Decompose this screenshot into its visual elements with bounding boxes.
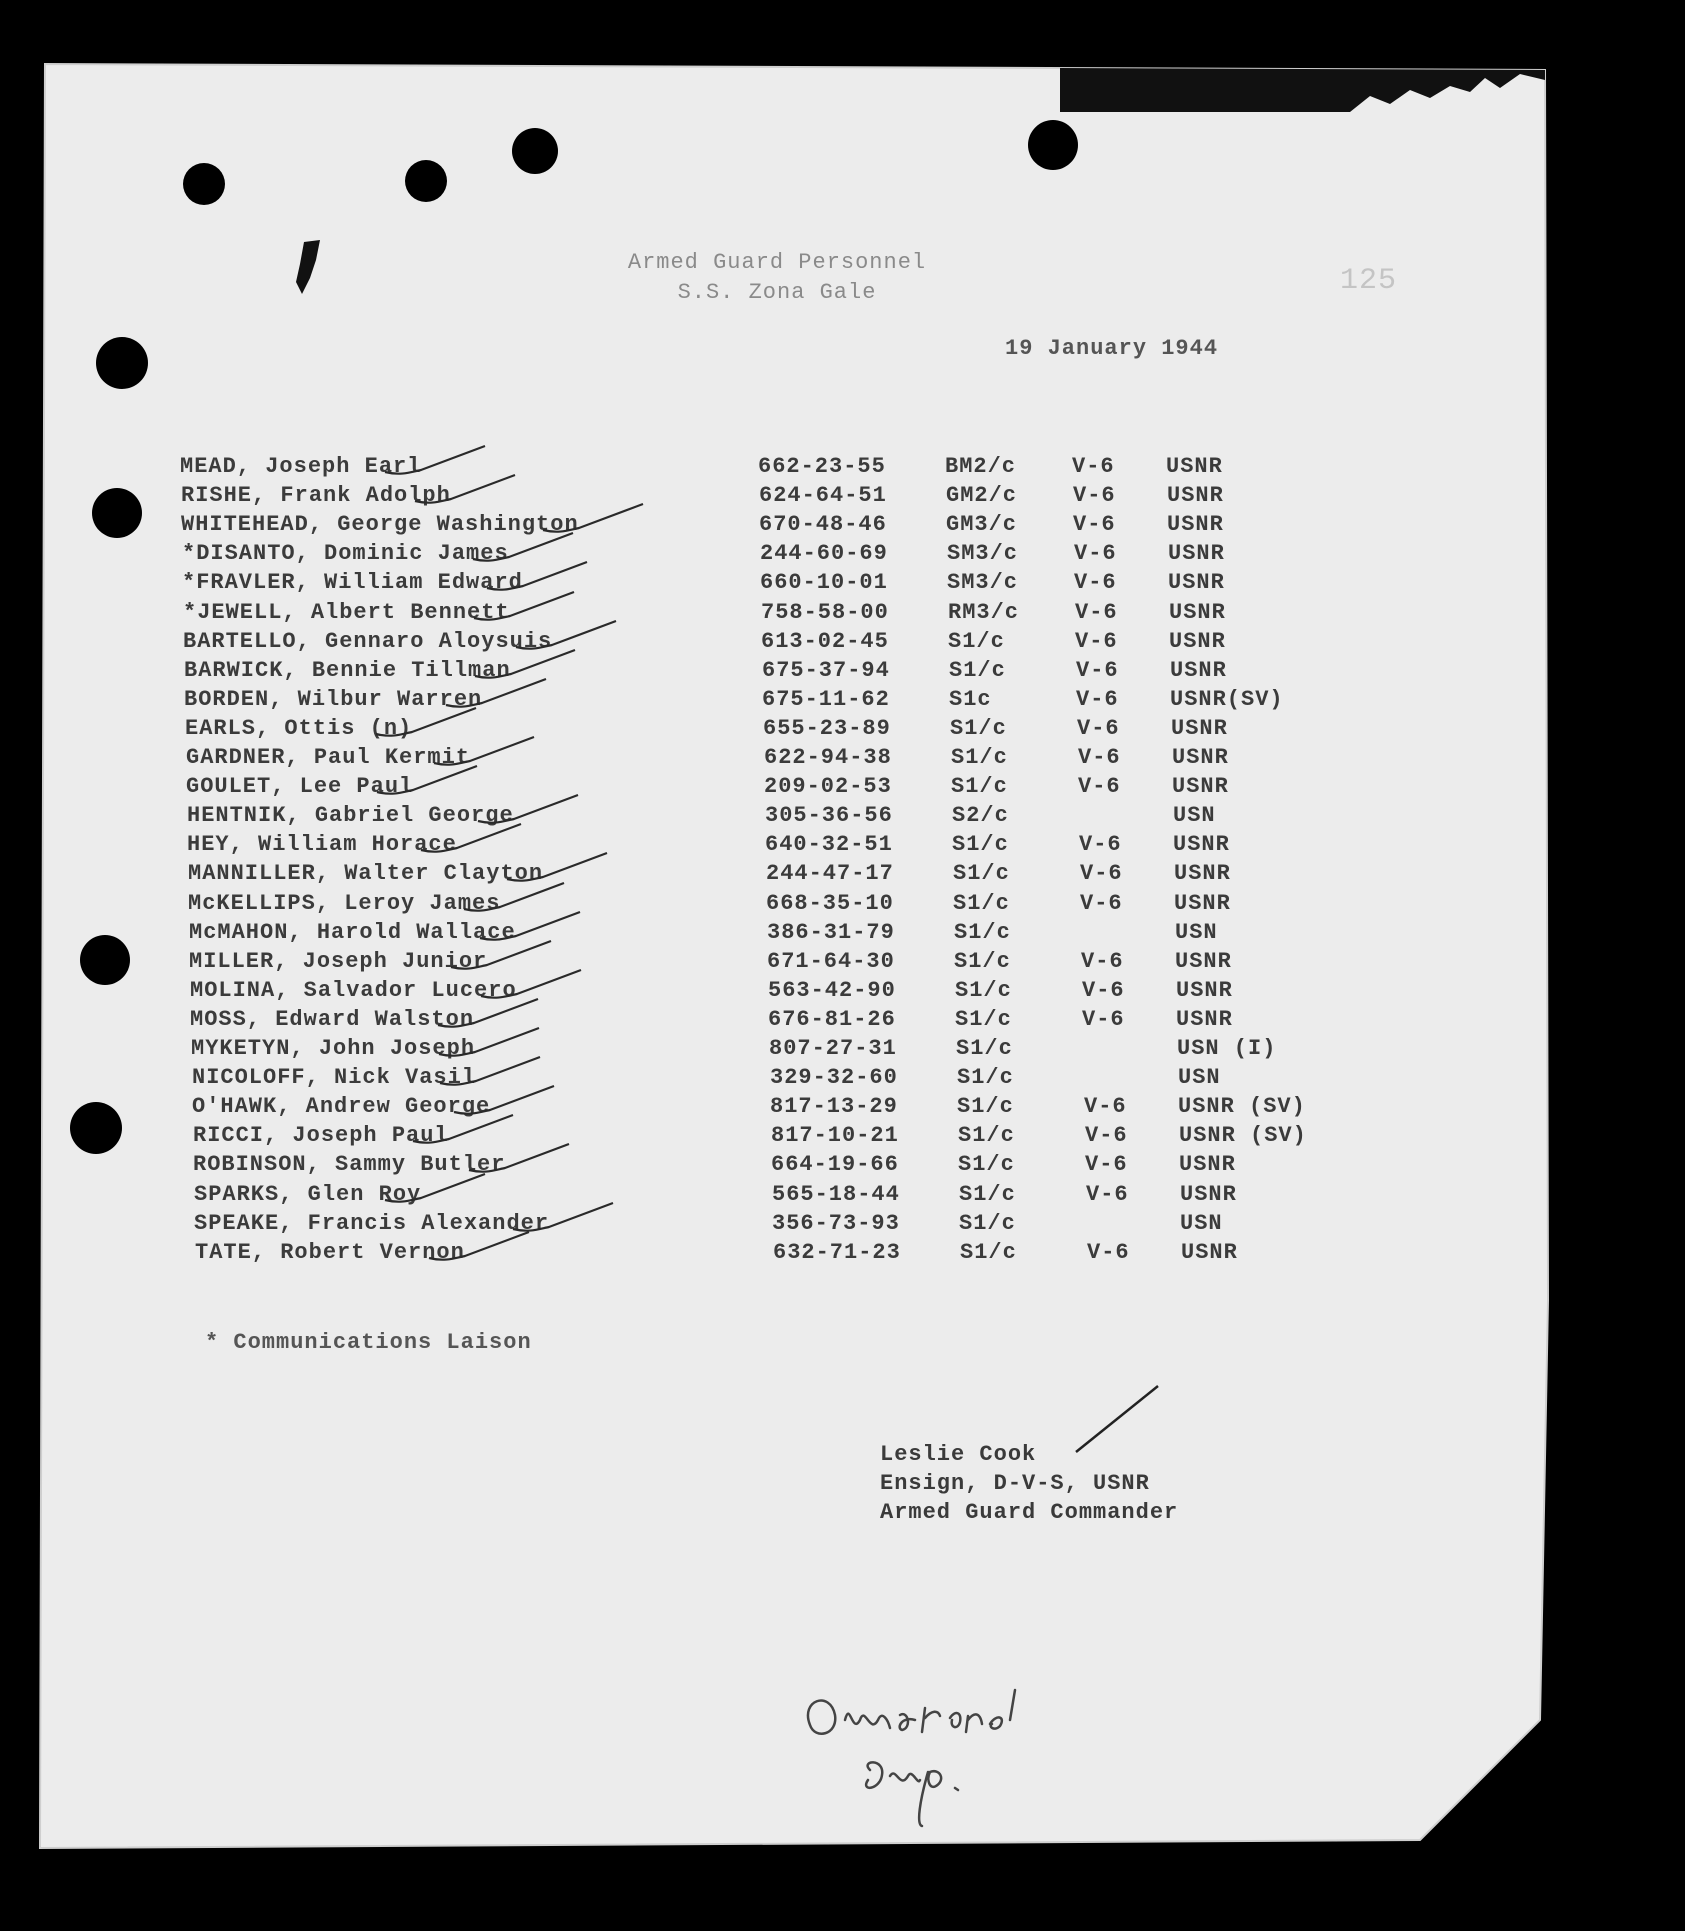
roster-service-number: 329-32-60 (770, 1065, 898, 1091)
roster-name: SPEAKE, Francis Alexander (194, 1210, 550, 1236)
roster-name: *DISANTO, Dominic James (182, 541, 509, 567)
roster-name: MYKETYN, John Joseph (191, 1036, 476, 1061)
signature-tick (1072, 1382, 1162, 1456)
roster-name: WHITEHEAD, George Washington (181, 512, 579, 538)
roster-service-number: 664-19-66 (771, 1152, 899, 1178)
roster-service-number: 668-35-10 (766, 890, 894, 916)
roster-branch: USNR (1170, 657, 1227, 683)
roster-service-number: 671-64-30 (767, 948, 895, 974)
signer-title: Armed Guard Commander (880, 1500, 1179, 1525)
roster-class: V-6 (1085, 1152, 1128, 1178)
punch-hole (96, 337, 148, 389)
roster-name: BARTELLO, Gennaro Aloysuis (183, 628, 553, 654)
roster-name: MOLINA, Salvador Lucero (190, 977, 517, 1003)
roster-branch: USNR (1180, 1181, 1237, 1207)
roster-name: GOULET, Lee Paul (186, 774, 414, 800)
roster-name: HENTNIK, Gabriel George (187, 803, 514, 829)
roster-name: TATE, Robert Vernon (195, 1239, 465, 1265)
pencil-check-mark (373, 762, 483, 802)
roster-branch: USNR (1181, 1239, 1238, 1265)
roster-branch: USN (I) (1177, 1036, 1277, 1061)
roster-class: V-6 (1073, 483, 1116, 509)
punch-hole (183, 163, 225, 205)
roster-branch: USNR (1168, 570, 1225, 596)
roster-class: V-6 (1078, 774, 1121, 800)
roster-rate: S1/c (951, 745, 1008, 770)
roster-name: O'HAWK, Andrew George (192, 1094, 491, 1120)
ink-blot (290, 238, 330, 298)
roster-name: NICOLOFF, Nick Vasil (192, 1065, 477, 1091)
roster-branch: USN (1175, 919, 1218, 945)
roster-class: V-6 (1072, 454, 1115, 479)
roster-class: V-6 (1080, 890, 1123, 916)
roster-branch: USNR (1172, 745, 1229, 770)
punch-hole (70, 1102, 122, 1154)
roster-class: V-6 (1076, 686, 1119, 712)
roster-rate: RM3/c (948, 599, 1020, 625)
roster-rate: S1/c (958, 1152, 1015, 1178)
roster-rate: S1/c (957, 1094, 1014, 1120)
roster-branch: USNR (1169, 628, 1226, 654)
punch-hole (80, 935, 130, 985)
roster-class: V-6 (1080, 861, 1123, 887)
roster-class: V-6 (1078, 745, 1121, 770)
handwritten-inspector-note (790, 1680, 1110, 1830)
roster-name: *FRAVLER, William Edward (182, 570, 523, 596)
roster-name: MANNILLER, Walter Clayton (188, 861, 544, 887)
roster-branch: USNR (1175, 948, 1232, 974)
roster-service-number: 305-36-56 (765, 803, 893, 829)
roster-rate: GM3/c (946, 512, 1018, 538)
roster-name: GARDNER, Paul Kermit (186, 745, 471, 770)
roster-rate: S1/c (959, 1181, 1016, 1207)
punch-hole (512, 128, 558, 174)
roster-rate: S1/c (955, 1006, 1012, 1032)
document-subtitle: S.S. Zona Gale (677, 280, 877, 305)
roster-rate: S1/c (953, 890, 1010, 916)
roster-service-number: 655-23-89 (763, 715, 891, 741)
roster-service-number: 622-94-38 (764, 745, 892, 770)
roster-service-number: 244-47-17 (766, 861, 894, 887)
roster-service-number: 613-02-45 (761, 628, 889, 654)
roster-service-number: 356-73-93 (772, 1210, 900, 1236)
roster-service-number: 660-10-01 (760, 570, 888, 596)
roster-name: MEAD, Joseph Earl (180, 454, 422, 479)
roster-class: V-6 (1082, 977, 1125, 1003)
document-title: Armed Guard Personnel (627, 250, 927, 275)
roster-name: McMAHON, Harold Wallace (189, 919, 516, 945)
roster-branch: USNR (1168, 541, 1225, 567)
roster-rate: S1/c (949, 657, 1006, 683)
document-date: 19 January 1944 (1005, 336, 1219, 361)
punch-hole (92, 488, 142, 538)
roster-rate: S1/c (951, 774, 1008, 800)
roster-rate: S1/c (953, 861, 1010, 887)
roster-branch: USN (1180, 1210, 1223, 1236)
roster-service-number: 675-11-62 (762, 686, 890, 712)
roster-service-number: 670-48-46 (759, 512, 887, 538)
roster-rate: S1/c (955, 977, 1012, 1003)
roster-class: V-6 (1079, 832, 1122, 858)
punch-hole (405, 160, 447, 202)
roster-branch: USNR (1167, 483, 1224, 509)
roster-name: MOSS, Edward Walston (190, 1006, 475, 1032)
roster-class: V-6 (1076, 657, 1119, 683)
roster-rate: S2/c (952, 803, 1009, 829)
pencil-check-mark (425, 1228, 535, 1268)
roster-class: V-6 (1075, 599, 1118, 625)
punch-hole (1028, 120, 1078, 170)
roster-class: V-6 (1073, 512, 1116, 538)
roster-class: V-6 (1085, 1123, 1128, 1149)
roster-name: BARWICK, Bennie Tillman (184, 657, 511, 683)
roster-branch: USNR (1176, 977, 1233, 1003)
roster-class: V-6 (1086, 1181, 1129, 1207)
roster-service-number: 662-23-55 (758, 454, 886, 479)
roster-service-number: 676-81-26 (768, 1006, 896, 1032)
roster-name: McKELLIPS, Leroy James (188, 890, 501, 916)
roster-service-number: 807-27-31 (769, 1036, 897, 1061)
roster-branch: USN (1173, 803, 1216, 829)
roster-name: RISHE, Frank Adolph (181, 483, 451, 509)
roster-rate: S1/c (956, 1036, 1013, 1061)
roster-service-number: 244-60-69 (760, 541, 888, 567)
roster-name: *JEWELL, Albert Bennett (183, 599, 510, 625)
roster-branch: USNR (SV) (1179, 1123, 1307, 1149)
roster-rate: S1/c (952, 832, 1009, 858)
roster-class: V-6 (1074, 541, 1117, 567)
roster-branch: USNR (1174, 890, 1231, 916)
roster-rate: S1/c (954, 919, 1011, 945)
roster-service-number: 758-58-00 (761, 599, 889, 625)
roster-class: V-6 (1082, 1006, 1125, 1032)
roster-class: V-6 (1075, 628, 1118, 654)
roster-branch: USNR (1172, 774, 1229, 800)
roster-service-number: 640-32-51 (765, 832, 893, 858)
roster-rate: S1/c (948, 628, 1005, 654)
roster-branch: USNR (1174, 861, 1231, 887)
roster-class: V-6 (1087, 1239, 1130, 1265)
roster-name: BORDEN, Wilbur Warren (184, 686, 483, 712)
roster-service-number: 565-18-44 (772, 1181, 900, 1207)
roster-branch: USNR (1171, 715, 1228, 741)
roster-branch: USN (1178, 1065, 1221, 1091)
footnote: * Communications Laison (205, 1330, 532, 1355)
roster-branch: USNR (SV) (1178, 1094, 1306, 1120)
roster-name: MILLER, Joseph Junior (189, 948, 488, 974)
roster-rate: S1/c (950, 715, 1007, 741)
roster-branch: USNR (1176, 1006, 1233, 1032)
roster-name: HEY, William Horace (187, 832, 457, 858)
roster-branch: USNR(SV) (1170, 686, 1284, 712)
roster-branch: USNR (1166, 454, 1223, 479)
roster-service-number: 817-13-29 (770, 1094, 898, 1120)
roster-class: V-6 (1077, 715, 1120, 741)
roster-service-number: 632-71-23 (773, 1239, 901, 1265)
roster-rate: S1/c (960, 1239, 1017, 1265)
roster-service-number: 209-02-53 (764, 774, 892, 800)
page-number: 125 (1340, 264, 1398, 298)
roster-rate: S1/c (958, 1123, 1015, 1149)
pencil-check-mark (411, 471, 521, 511)
roster-branch: USNR (1169, 599, 1226, 625)
roster-rate: SM3/c (947, 541, 1019, 567)
roster-class: V-6 (1084, 1094, 1127, 1120)
roster-service-number: 675-37-94 (762, 657, 890, 683)
roster-rate: S1/c (957, 1065, 1014, 1091)
roster-class: V-6 (1074, 570, 1117, 596)
pencil-check-mark (381, 1170, 491, 1210)
roster-service-number: 624-64-51 (759, 483, 887, 509)
roster-service-number: 386-31-79 (767, 919, 895, 945)
signer-name: Leslie Cook (880, 1442, 1037, 1467)
roster-branch: USNR (1167, 512, 1224, 538)
roster-service-number: 563-42-90 (768, 977, 896, 1003)
roster-rate: S1/c (954, 948, 1011, 974)
roster-service-number: 817-10-21 (771, 1123, 899, 1149)
roster-name: SPARKS, Glen Roy (194, 1181, 422, 1207)
roster-rate: GM2/c (946, 483, 1018, 509)
roster-class: V-6 (1081, 948, 1124, 974)
roster-rate: S1c (949, 686, 992, 712)
roster-name: ROBINSON, Sammy Butler (193, 1152, 506, 1178)
roster-branch: USNR (1179, 1152, 1236, 1178)
roster-name: EARLS, Ottis (n) (185, 715, 413, 741)
roster-rate: S1/c (959, 1210, 1016, 1236)
roster-rate: SM3/c (947, 570, 1019, 596)
signer-rank: Ensign, D-V-S, USNR (880, 1471, 1150, 1496)
roster-branch: USNR (1173, 832, 1230, 858)
roster-name: RICCI, Joseph Paul (193, 1123, 449, 1149)
roster-rate: BM2/c (945, 454, 1017, 479)
